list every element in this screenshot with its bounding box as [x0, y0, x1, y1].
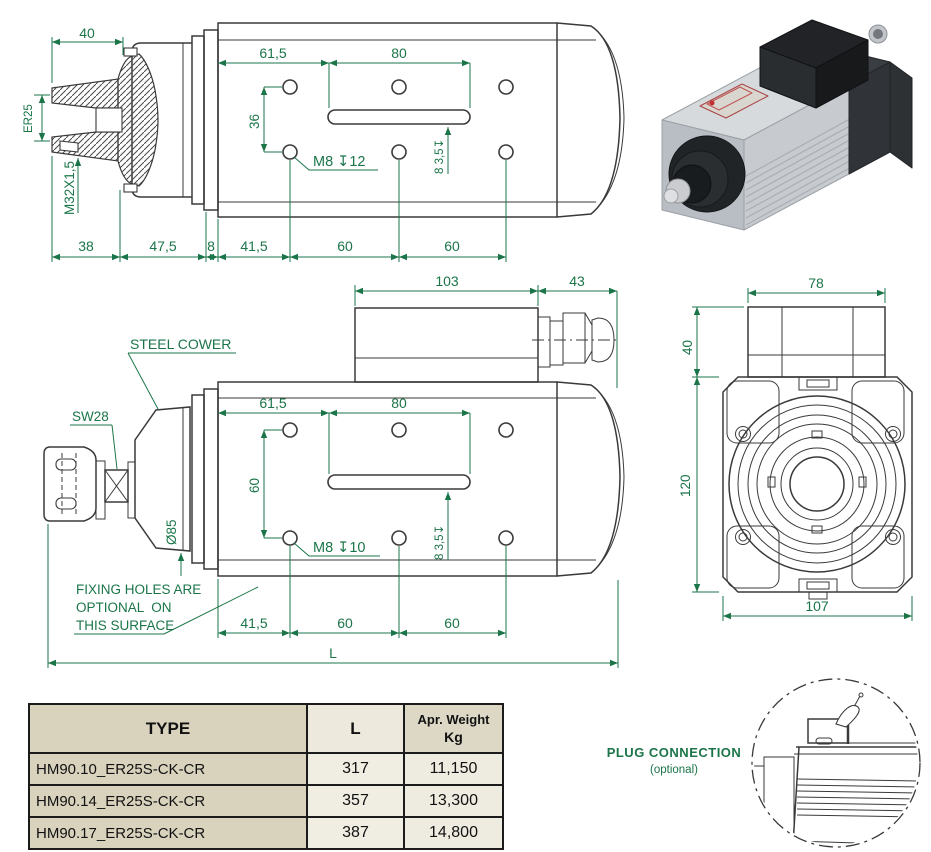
- col-header-type: TYPE: [29, 704, 307, 753]
- product-photo: [648, 4, 931, 244]
- dim-60a: 60: [337, 238, 353, 254]
- col-header-length: L: [307, 704, 404, 753]
- dim-107: 107: [805, 598, 829, 614]
- note-m8-12: M8 ↧12: [313, 154, 366, 170]
- dim-61-5: 61,5: [259, 45, 287, 61]
- detail-circle: [752, 679, 920, 847]
- terminal-box-side: [355, 308, 618, 382]
- cell-length-2: 357: [307, 785, 404, 817]
- dim-47-5: 47,5: [149, 238, 177, 254]
- dim-41-5-side: 41,5: [240, 615, 268, 631]
- cell-weight-1: 11,150: [404, 753, 503, 785]
- dim-36: 36: [247, 113, 262, 129]
- label-steel-cower: STEEL COWER: [130, 336, 232, 352]
- dim-8: 8: [207, 238, 215, 254]
- plug-optional-label: (optional): [650, 764, 698, 776]
- dim-slot-depth-side: 8 3,5↧: [434, 524, 446, 560]
- mounting-holes-side: [283, 423, 513, 545]
- collet-nut-side: [44, 447, 135, 521]
- dim-80-side: 80: [391, 395, 407, 411]
- dim-80: 80: [391, 45, 407, 61]
- front-view-outline: [723, 307, 912, 599]
- dim-78: 78: [808, 275, 824, 291]
- plug-connection-detail: [560, 675, 931, 852]
- front-view-drawing: [648, 275, 931, 635]
- dim-L: L: [329, 645, 337, 661]
- dim-slot-depth: 8 3,5↧: [434, 138, 446, 174]
- dim-120: 120: [678, 474, 693, 497]
- dim-er25: ER25: [23, 104, 35, 133]
- top-view-drawing: [0, 0, 648, 270]
- side-view-drawing: [0, 275, 648, 700]
- detail-drawing: [739, 693, 920, 845]
- dim-41-5: 41,5: [240, 238, 268, 254]
- fixing-note-line1: FIXING HOLES ARE: [76, 582, 202, 597]
- label-sw28: SW28: [72, 409, 109, 424]
- fixing-note-line3: THIS SURFACE: [76, 618, 175, 633]
- cell-length-3: 387: [307, 817, 404, 849]
- fixing-note-line2: OPTIONAL ON: [76, 600, 172, 615]
- dim-61-5-side: 61,5: [259, 395, 287, 411]
- table-row: [29, 785, 503, 817]
- cell-weight-3: 14,800: [404, 817, 503, 849]
- table-row: [29, 817, 503, 849]
- col-header-weight-line1: Apr. Weight: [417, 712, 490, 727]
- dim-60-vert: 60: [247, 477, 262, 493]
- dim-43: 43: [569, 275, 585, 289]
- plug-connection-label: PLUG CONNECTION: [606, 745, 742, 760]
- col-header-weight: [404, 704, 503, 753]
- dim-60b: 60: [444, 238, 460, 254]
- cell-type-3: HM90.17_ER25S-CK-CR: [29, 817, 307, 849]
- cell-type-2: HM90.14_ER25S-CK-CR: [29, 785, 307, 817]
- dim-m32: M32X1,5: [62, 160, 77, 215]
- spec-table-header-row: [29, 704, 503, 753]
- cell-type-1: HM90.10_ER25S-CK-CR: [29, 753, 307, 785]
- col-header-weight-line2: Kg: [444, 729, 463, 746]
- side-view-dimensions: [48, 275, 618, 668]
- cell-length-1: 317: [307, 753, 404, 785]
- dim-40-front: 40: [680, 339, 695, 355]
- table-row: [29, 753, 503, 785]
- note-m8-10: M8 ↧10: [313, 540, 366, 556]
- dim-103: 103: [435, 275, 459, 289]
- steel-cower-outline: [135, 407, 190, 551]
- dim-60a-side: 60: [337, 615, 353, 631]
- cell-weight-2: 13,300: [404, 785, 503, 817]
- dim-dia85: Ø85: [164, 519, 179, 545]
- dim-60b-side: 60: [444, 615, 460, 631]
- dim-38: 38: [78, 238, 94, 254]
- dim-40: 40: [79, 25, 95, 41]
- spec-table: [28, 703, 504, 850]
- mounting-holes-top: [283, 80, 513, 159]
